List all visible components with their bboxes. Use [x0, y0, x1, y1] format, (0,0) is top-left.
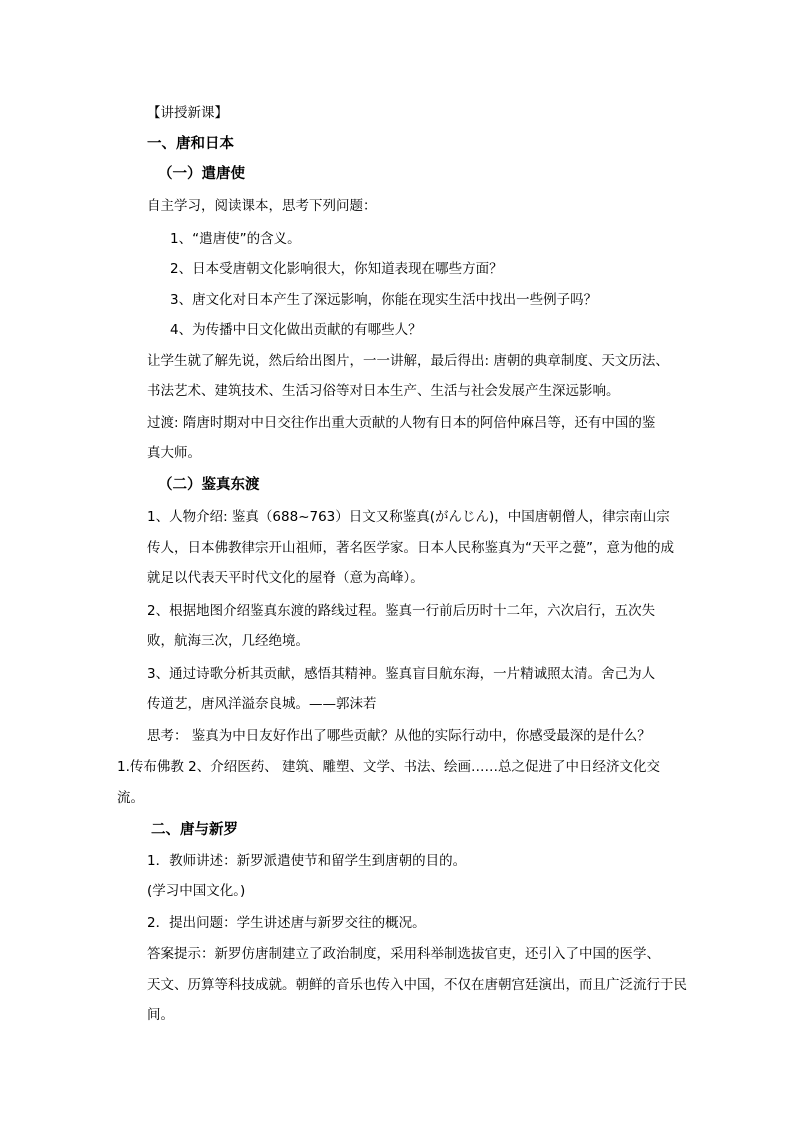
- sub1-title: （一）遣唐使: [158, 166, 245, 182]
- hint-line3: 间。: [147, 1007, 174, 1023]
- section-header: 【讲授新课】: [147, 105, 228, 121]
- part1-title: 一、唐和日本: [147, 136, 234, 152]
- part2-title: 二、唐与新罗: [151, 822, 238, 838]
- item2-line1: 2、根据地图介绍鉴真东渡的路线过程。鉴真一行前后历时十二年，六次启行，五次失: [147, 603, 656, 619]
- sub1-intro: 自主学习，阅读课本，思考下列问题：: [147, 198, 377, 214]
- item3-line2: 传道艺，唐风洋溢奈良城。——郭沫若: [147, 696, 377, 712]
- hint-line1: 答案提示：新罗仿唐制建立了政治制度，采用科举制选拔官吏，还引入了中国的医学、: [147, 946, 660, 962]
- part2-item1-answer: (学习中国文化。): [147, 883, 246, 899]
- question-4: 4、为传播中日文化做出贡献的有哪些人？: [170, 322, 422, 338]
- answer-line2: 流。: [117, 790, 144, 806]
- question-2: 2、日本受唐朝文化影响很大，你知道表现在哪些方面？: [170, 261, 503, 277]
- hint-line2: 天文、历算等科技成就。朝鲜的音乐也传入中国，不仅在唐朝宫廷演出，而且广泛流行于民: [147, 977, 687, 993]
- item1-line3: 就足以代表天平时代文化的屋脊（意为高峰）。: [147, 570, 424, 586]
- item1-line2: 传人，日本佛教律宗开山祖师，著名医学家。日本人民称鉴真为“天平之甍”，意为他的成: [147, 540, 674, 556]
- question-3: 3、唐文化对日本产生了深远影响，你能在现实生活中找出一些例子吗？: [170, 292, 598, 308]
- part2-item1: 1．教师讲述：新罗派遣使节和留学生到唐朝的目的。: [147, 853, 467, 869]
- para1-line2: 书法艺术、建筑技术、生活习俗等对日本生产、生活与社会发展产生深远影响。: [147, 383, 620, 399]
- thinking-question: 思考： 鉴真为中日友好作出了哪些贡献？从他的实际行动中，你感受最深的是什么？: [147, 728, 651, 744]
- answer-line1: 1.传布佛教 2、介绍医药、 建筑、雕塑、文学、书法、绘画……总之促进了中日经济文化交: [117, 759, 661, 775]
- question-1: 1、“遣唐使”的含义。: [170, 231, 301, 247]
- item2-line2: 败，航海三次，几经绝境。: [147, 633, 309, 649]
- item1-line1: 1、人物介绍: 鉴真（688~763）日文又称鉴真(がんじん)，中国唐朝僧人，律宗南山宗: [147, 509, 670, 525]
- part2-item2: 2．提出问题：学生讲述唐与新罗交往的概况。: [147, 915, 426, 931]
- transition-line1: 过渡: 隋唐时期对中日交往作出重大贡献的人物有日本的阿倍仲麻吕等，还有中国的鉴: [147, 415, 656, 431]
- sub2-title: （二）鉴真东渡: [158, 477, 260, 493]
- item3-line1: 3、通过诗歌分析其贡献，感悟其精神。鉴真盲目航东海，一片精诚照太清。舍己为人: [147, 666, 656, 682]
- transition-line2: 真大师。: [147, 445, 201, 461]
- para1-line1: 让学生就了解先说，然后给出图片，一一讲解，最后得出: 唐朝的典章制度、天文历法、: [147, 353, 669, 369]
